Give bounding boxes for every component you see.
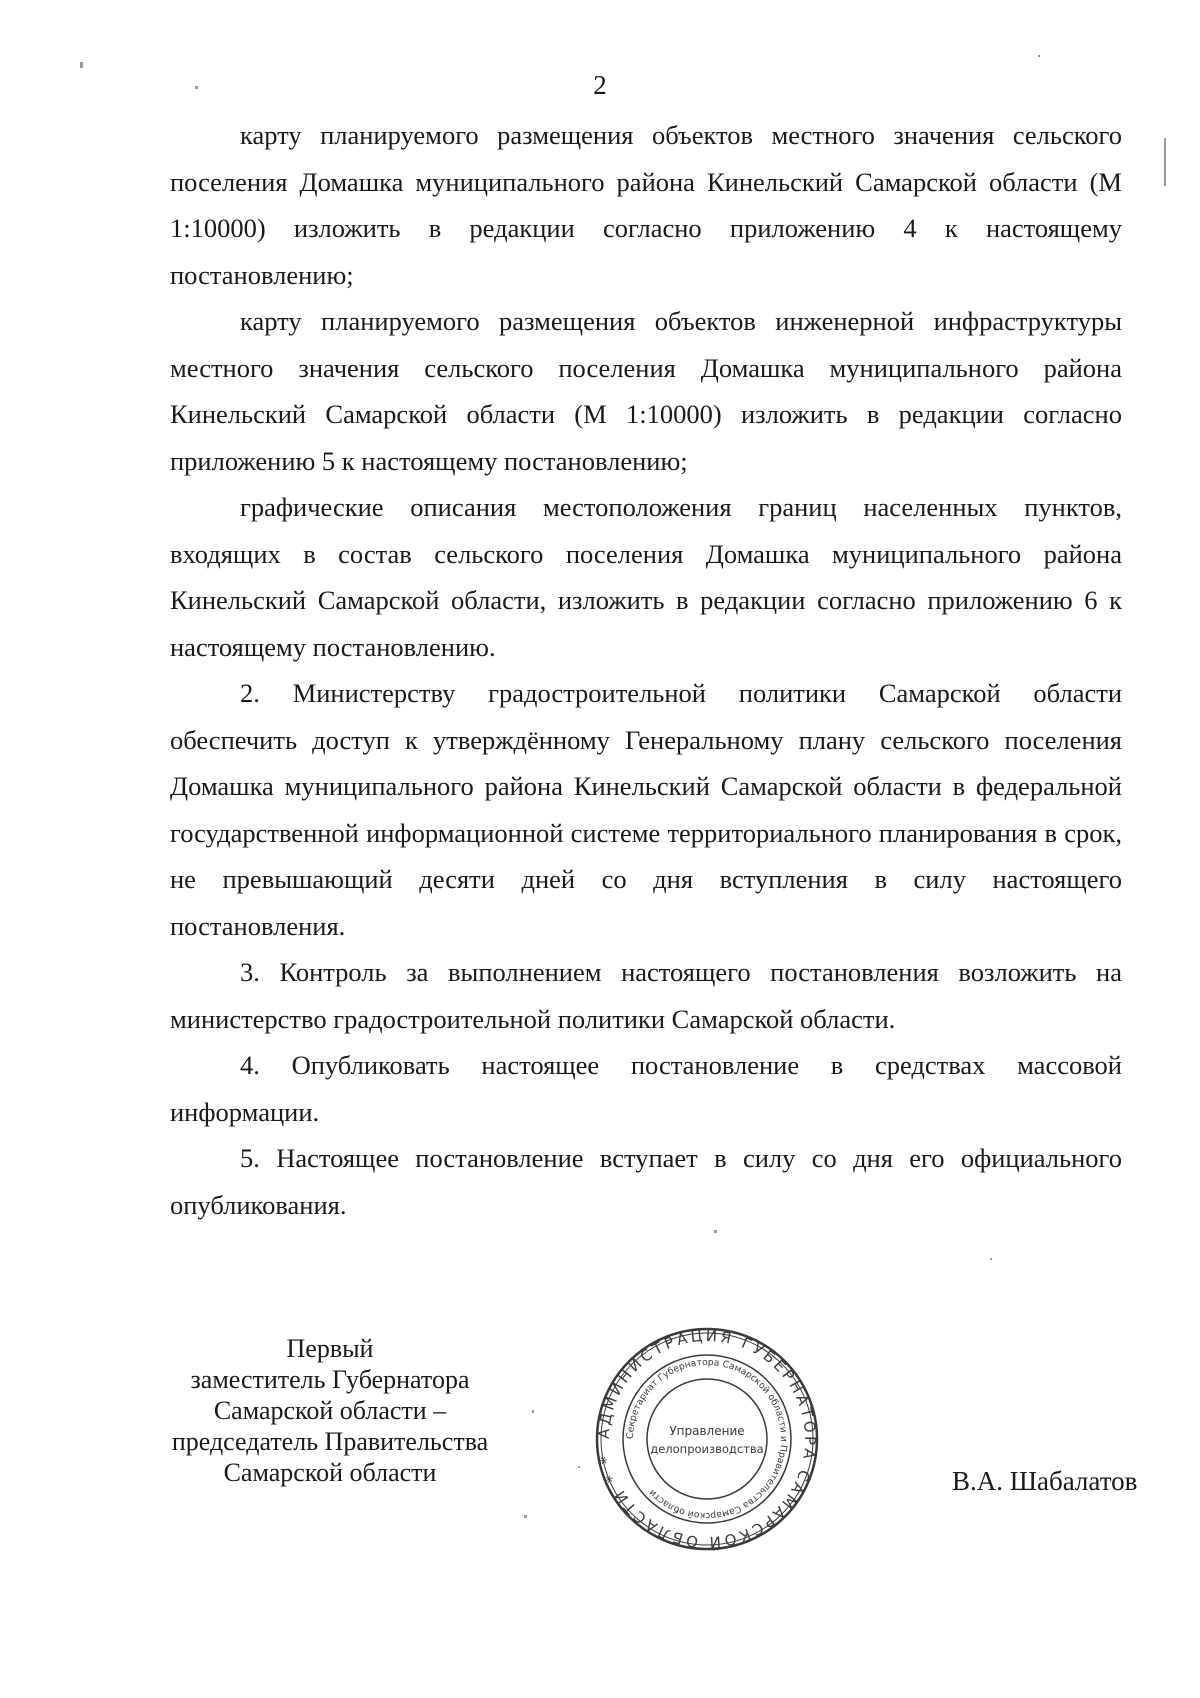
paragraph-item-3: 3. Контроль за выполнением настоящего постановления возложить на министерство градостроительной политики Самарской области.: [170, 957, 1122, 1034]
scan-mark: [714, 1230, 717, 1233]
seal-outer-text: АДМИНИСТРАЦИЯ ГУБЕРНАТОРА САМАРСКОЙ ОБЛАСТИ * *: [594, 1326, 820, 1552]
official-seal-stamp: [594, 1326, 820, 1552]
seal-inner-text: Секретариат Губернатора Самарской области и Правительства Самарской области: [624, 1356, 790, 1522]
scan-mark: [524, 1515, 527, 1518]
signatory-position: [150, 1333, 510, 1488]
scan-mark: [1164, 138, 1166, 186]
position-line: председатель Правительства: [171, 1427, 489, 1456]
scan-mark: [1038, 55, 1040, 57]
document-body: [170, 112, 1122, 1228]
signer-name: В.А. Шабалатов: [952, 1466, 1138, 1496]
seal-center-line-1: Управление: [669, 1424, 745, 1438]
paragraph-map-engineering: карту планируемого размещения объектов инженерной инфраструктуры местного значения сельского поселения Домашка муниципального района Кинельский Самарской области (М 1:10000) изложить в редакции согласно приложению 5 к настоящему постановлению;: [170, 306, 1122, 476]
scan-mark: [195, 86, 198, 89]
paragraph-item-5: 5. Настоящее постановление вступает в силу со дня его официального опубликования.: [170, 1143, 1122, 1220]
scan-mark: [532, 1410, 534, 1413]
scan-mark: [990, 1258, 992, 1260]
paragraph-item-4: 4. Опубликовать настоящее постановление в средствах массовой информации.: [170, 1050, 1122, 1127]
paragraph-item-2: 2. Министерству градостроительной политики Самарской области обеспечить доступ к утверждённому Генеральному плану сельского поселения Домашка муниципального района Кинельский Самарской области в федеральной государственной информационной системе территориального планирования в срок, не превышающий десяти дней со дня вступления в силу настоящего постановления.: [170, 678, 1122, 941]
position-line: заместитель Губернатора: [190, 1365, 470, 1394]
scan-mark: [80, 62, 83, 68]
seal-center-line-2: делопроизводства: [650, 1442, 764, 1456]
paragraph-map-local-objects: карту планируемого размещения объектов местного значения сельского поселения Домашка муниципального района Кинельский Самарской области (М 1:10000) изложить в редакции согласно приложению 4 к настоящему постановлению;: [170, 120, 1122, 290]
position-line: Первый: [286, 1334, 374, 1363]
paragraph-boundaries: графические описания местоположения границ населенных пунктов, входящих в состав сельского поселения Домашка муниципального района Кинельский Самарской области, изложить в редакции согласно приложению 6 к настоящему постановлению.: [170, 492, 1122, 662]
position-line: Самарской области –: [213, 1396, 447, 1425]
position-line: Самарской области: [223, 1458, 437, 1487]
scan-mark: [578, 1466, 580, 1468]
page-number: 2: [593, 70, 607, 100]
